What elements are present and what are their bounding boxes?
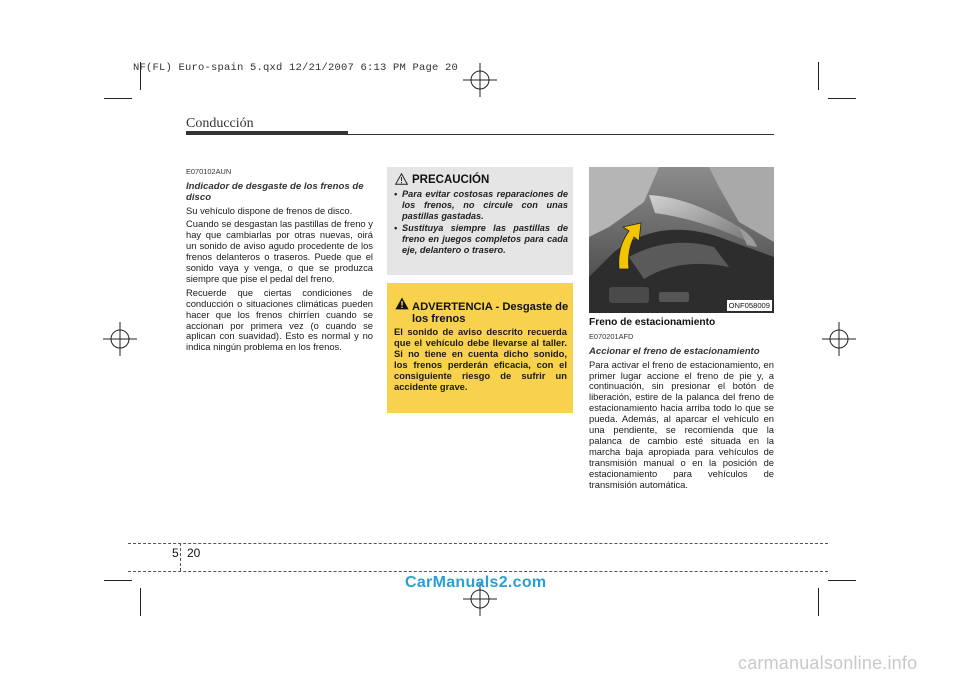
list-item: • Sustituya siempre las pastillas de freno en juegos completos para cada eje, delantero o trasero. bbox=[394, 223, 568, 255]
footer-vertical-divider bbox=[180, 543, 181, 571]
registration-mark-left bbox=[103, 322, 137, 356]
registration-mark-right bbox=[822, 322, 856, 356]
parking-brake-photo bbox=[589, 167, 774, 313]
caution-triangle-icon bbox=[395, 173, 408, 185]
footer-site-text: carmanualsonline.info bbox=[738, 653, 918, 673]
subheading-disc-brake-wear: Indicador de desgaste de los frenos de disco bbox=[186, 180, 364, 203]
footer-dashed-rule bbox=[128, 543, 828, 544]
chapter-number: 5 bbox=[172, 546, 179, 560]
paragraph: Para activar el freno de estacionamiento, en primer lugar accione el freno de pie y, a continuación, sin presionar el botón de liberación, estire de la palanca del freno de estacionamiento hacia arriba todo lo que se pueda. Además, al aparcar el vehículo en una pendiente, se recomienda que la palanca de cambio esté situada en la marcha baja apropiada para vehículos de transmisión manual o en la posición de estacionamiento para vehículos de transmisión automática. bbox=[589, 358, 774, 490]
crop-mark bbox=[104, 98, 132, 99]
print-file-info: NF(FL) Euro-spain 5.qxd 12/21/2007 6:13 PM Page 20 bbox=[133, 62, 459, 74]
caution-title: PRECAUCIÓN bbox=[412, 174, 490, 186]
page-number: 20 bbox=[187, 546, 201, 560]
crop-mark bbox=[818, 62, 819, 90]
registration-mark-top bbox=[463, 63, 497, 97]
footer-dashed-rule bbox=[128, 571, 828, 572]
caution-box bbox=[387, 167, 573, 275]
crop-mark bbox=[104, 580, 132, 581]
warning-body: El sonido de aviso descrito recuerda que el vehículo debe llevarse al taller. Si no tiene en cuenta dicho sonido, los frenos perderán eficacia, con el consiguiente riesgo de sufrir un accidente grave. bbox=[394, 326, 567, 392]
crop-mark bbox=[828, 98, 856, 99]
heading-parking-brake: Freno de estacionamiento bbox=[589, 317, 716, 328]
paragraph: Cuando se desgastan las pastillas de freno y hay que cambiarlas por otras nuevas, oirá un sonido de aviso agudo procedente de los frenos delanteros o traseros. Puede que el sonido vaya y venga, o que se produzca siempre que pise el pedal del freno. bbox=[186, 218, 373, 284]
list-item: • Para evitar costosas reparaciones de los frenos, no circule con unas pastillas gastadas. bbox=[394, 189, 568, 221]
right-column bbox=[589, 318, 774, 493]
crop-mark bbox=[140, 588, 141, 616]
left-column bbox=[186, 167, 373, 356]
section-code: E070102AUN bbox=[186, 167, 232, 176]
section-code: E070201AFD bbox=[589, 331, 634, 341]
watermark-logo: CarManuals2.com bbox=[405, 574, 547, 591]
subheading-apply-parking-brake: Accionar el freno de estacionamiento bbox=[589, 345, 760, 357]
header-rule-accent bbox=[186, 131, 348, 135]
crop-mark bbox=[818, 588, 819, 616]
crop-mark bbox=[828, 580, 856, 581]
warning-box bbox=[387, 283, 573, 413]
caution-list bbox=[394, 189, 568, 258]
section-title: Conducción bbox=[186, 116, 254, 131]
parking-brake-illustration bbox=[589, 167, 774, 313]
paragraph: Su vehículo dispone de frenos de disco. bbox=[186, 204, 353, 216]
warning-title: ADVERTENCIA - Desgaste de los frenos bbox=[412, 301, 569, 325]
figure-label: ONF058009 bbox=[728, 301, 770, 310]
paragraph: Recuerde que ciertas condiciones de conducción o situaciones climáticas pueden hacer que los frenos chirríen cuando se accionan por primera vez (o cuando se aplican con suavidad). Esto es normal y no indica ningún problema en los frenos. bbox=[186, 286, 373, 353]
warning-triangle-icon bbox=[395, 297, 409, 310]
